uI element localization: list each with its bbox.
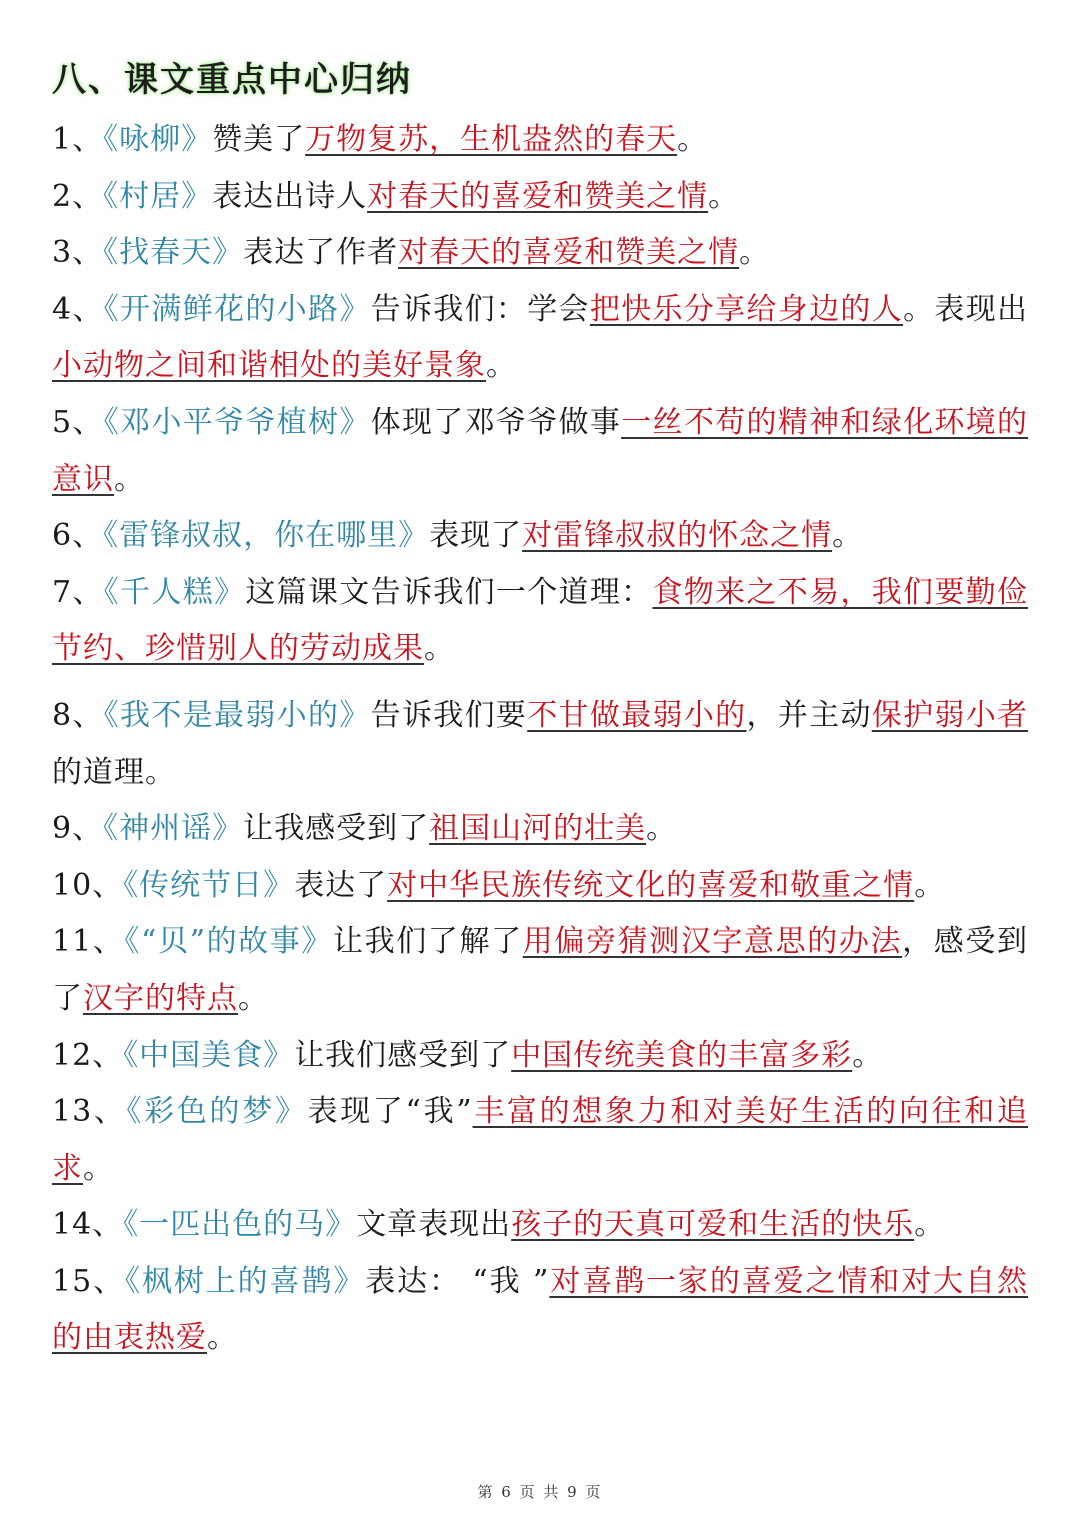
list-item bbox=[52, 914, 1028, 1027]
lesson-title: 《邓小平爷爷植树》 bbox=[103, 404, 371, 440]
key-point: 一丝不苟的精神和绿化环境的意识 bbox=[52, 404, 1029, 497]
item-text: 表达： “我 ” bbox=[365, 1263, 550, 1299]
item-number: 7、 bbox=[52, 574, 104, 610]
key-point: 对喜鹊一家的喜爱之情和对大自然的由衷热爱 bbox=[52, 1263, 1028, 1356]
lesson-title: 《传统节日》 bbox=[123, 867, 295, 903]
item-text: 这篇课文告诉我们一个道理： bbox=[245, 574, 653, 610]
lesson-title: 《找春天》 bbox=[103, 235, 244, 271]
item-number: 12、 bbox=[52, 1037, 124, 1073]
item-text: 。 bbox=[914, 867, 946, 903]
list-item bbox=[52, 565, 1028, 678]
item-text: 。 bbox=[646, 811, 678, 847]
key-point: 保护弱小者 bbox=[871, 697, 1029, 733]
item-text: 让我感受到了 bbox=[243, 811, 430, 847]
item-text: 。 bbox=[424, 631, 455, 667]
key-point: 汉字的特点 bbox=[83, 980, 238, 1016]
item-text: 。 bbox=[207, 1320, 238, 1356]
lesson-title: 《“贝”的故事》 bbox=[124, 924, 334, 960]
item-text: 告诉我们：学会 bbox=[370, 291, 590, 327]
item-text: ，感受到了 bbox=[52, 924, 1028, 1016]
item-text: 表达了 bbox=[294, 867, 388, 903]
lesson-title: 《雷锋叔叔，你在哪里》 bbox=[103, 518, 430, 554]
item-text: 表达出诗人 bbox=[212, 178, 368, 214]
item-text: 告诉我们要 bbox=[370, 697, 528, 733]
item-text: 。 bbox=[914, 1207, 946, 1243]
item-text: 赞美了 bbox=[212, 122, 306, 157]
item-number: 6、 bbox=[52, 518, 104, 554]
key-point: 食物来之不易，我们要勤俭节约、珍惜别人的劳动成果 bbox=[52, 574, 1029, 667]
list-item bbox=[52, 225, 1028, 282]
item-text: 体现了邓爷爷做事 bbox=[370, 404, 622, 440]
key-point: 对中华民族传统文化的喜爱和敬重之情 bbox=[387, 867, 915, 903]
item-text: 的道理。 bbox=[52, 754, 176, 790]
key-point: 对春天的喜爱和赞美之情 bbox=[398, 235, 740, 271]
item-text: 。 bbox=[832, 518, 864, 554]
item-number: 3、 bbox=[52, 235, 104, 271]
item-text: 。 bbox=[852, 1037, 884, 1073]
lesson-title: 《开满鲜花的小路》 bbox=[103, 291, 371, 327]
item-text: 。 bbox=[238, 980, 269, 1016]
item-number: 10、 bbox=[52, 867, 124, 903]
item-number: 4、 bbox=[52, 291, 104, 327]
key-point: 用偏旁猜测汉字意思的办法 bbox=[522, 924, 903, 960]
item-number: 2、 bbox=[52, 178, 104, 214]
lesson-title: 《中国美食》 bbox=[123, 1037, 295, 1073]
item-text: 。表现出 bbox=[903, 291, 1029, 327]
list-item bbox=[52, 1254, 1028, 1367]
item-number: 13、 bbox=[52, 1094, 127, 1130]
list-item bbox=[52, 1084, 1028, 1197]
key-point: 对春天的喜爱和赞美之情 bbox=[367, 178, 709, 214]
item-number: 14、 bbox=[52, 1207, 124, 1243]
key-point: 小动物之间和谐相处的美好景象 bbox=[52, 348, 486, 384]
item-text: 表现了“我” bbox=[307, 1094, 473, 1130]
key-point: 对雷锋叔叔的怀念之情 bbox=[522, 518, 833, 554]
list-item bbox=[52, 169, 1028, 226]
item-number: 11、 bbox=[52, 924, 125, 960]
key-point: 不甘做最弱小的 bbox=[527, 697, 747, 733]
item-text: 。 bbox=[486, 348, 517, 384]
list-item bbox=[52, 801, 1028, 858]
item-number: 5、 bbox=[52, 404, 104, 440]
key-point: 祖国山河的壮美 bbox=[429, 811, 647, 847]
lesson-title: 《神州谣》 bbox=[103, 811, 244, 847]
list-item bbox=[52, 112, 1028, 169]
item-text: 让我们了解了 bbox=[333, 924, 523, 960]
lesson-title: 《彩色的梦》 bbox=[126, 1094, 308, 1130]
list-item bbox=[52, 282, 1028, 395]
item-number: 15、 bbox=[52, 1263, 125, 1299]
key-point: 把快乐分享给身边的人 bbox=[589, 291, 904, 327]
item-text: 。 bbox=[739, 235, 771, 271]
item-text: 文章表现出 bbox=[356, 1207, 512, 1243]
item-number: 9、 bbox=[52, 811, 104, 847]
item-text: 表达了作者 bbox=[243, 235, 399, 271]
key-point: 万物复苏，生机盎然的春天 bbox=[305, 122, 678, 157]
lesson-title: 《一匹出色的马》 bbox=[123, 1207, 357, 1243]
list-item bbox=[52, 1197, 1028, 1254]
list-item bbox=[52, 1028, 1028, 1085]
list-item bbox=[52, 508, 1028, 565]
item-number: 8、 bbox=[52, 697, 104, 733]
lesson-title: 《枫树上的喜鹊》 bbox=[125, 1263, 366, 1299]
lesson-title: 《咏柳》 bbox=[103, 122, 213, 157]
key-point: 孩子的天真可爱和生活的快乐 bbox=[511, 1207, 915, 1243]
item-text: 。 bbox=[677, 122, 709, 157]
section-heading: 八、课文重点中心归纳 bbox=[52, 60, 412, 100]
key-point: 中国传统美食的丰富多彩 bbox=[511, 1037, 853, 1073]
item-text: 让我们感受到了 bbox=[294, 1037, 512, 1073]
lesson-title: 《千人糕》 bbox=[103, 574, 246, 610]
lesson-title: 《我不是最弱小的》 bbox=[103, 697, 371, 733]
list-item bbox=[52, 688, 1028, 801]
summary-list bbox=[52, 112, 1028, 1367]
item-text: 。 bbox=[83, 1150, 114, 1186]
item-text: ，并主动 bbox=[746, 697, 872, 733]
key-point: 丰富的想象力和对美好生活的向往和追求 bbox=[52, 1094, 1028, 1186]
item-number: 1、 bbox=[52, 122, 104, 157]
list-item bbox=[52, 395, 1028, 508]
item-text: 表现了 bbox=[429, 518, 523, 554]
item-text: 。 bbox=[708, 178, 740, 214]
list-item bbox=[52, 858, 1028, 915]
page-number-footer: 第 6 页 共 9 页 bbox=[477, 1483, 603, 1501]
lesson-title: 《村居》 bbox=[103, 178, 213, 214]
item-text: 。 bbox=[114, 461, 145, 497]
